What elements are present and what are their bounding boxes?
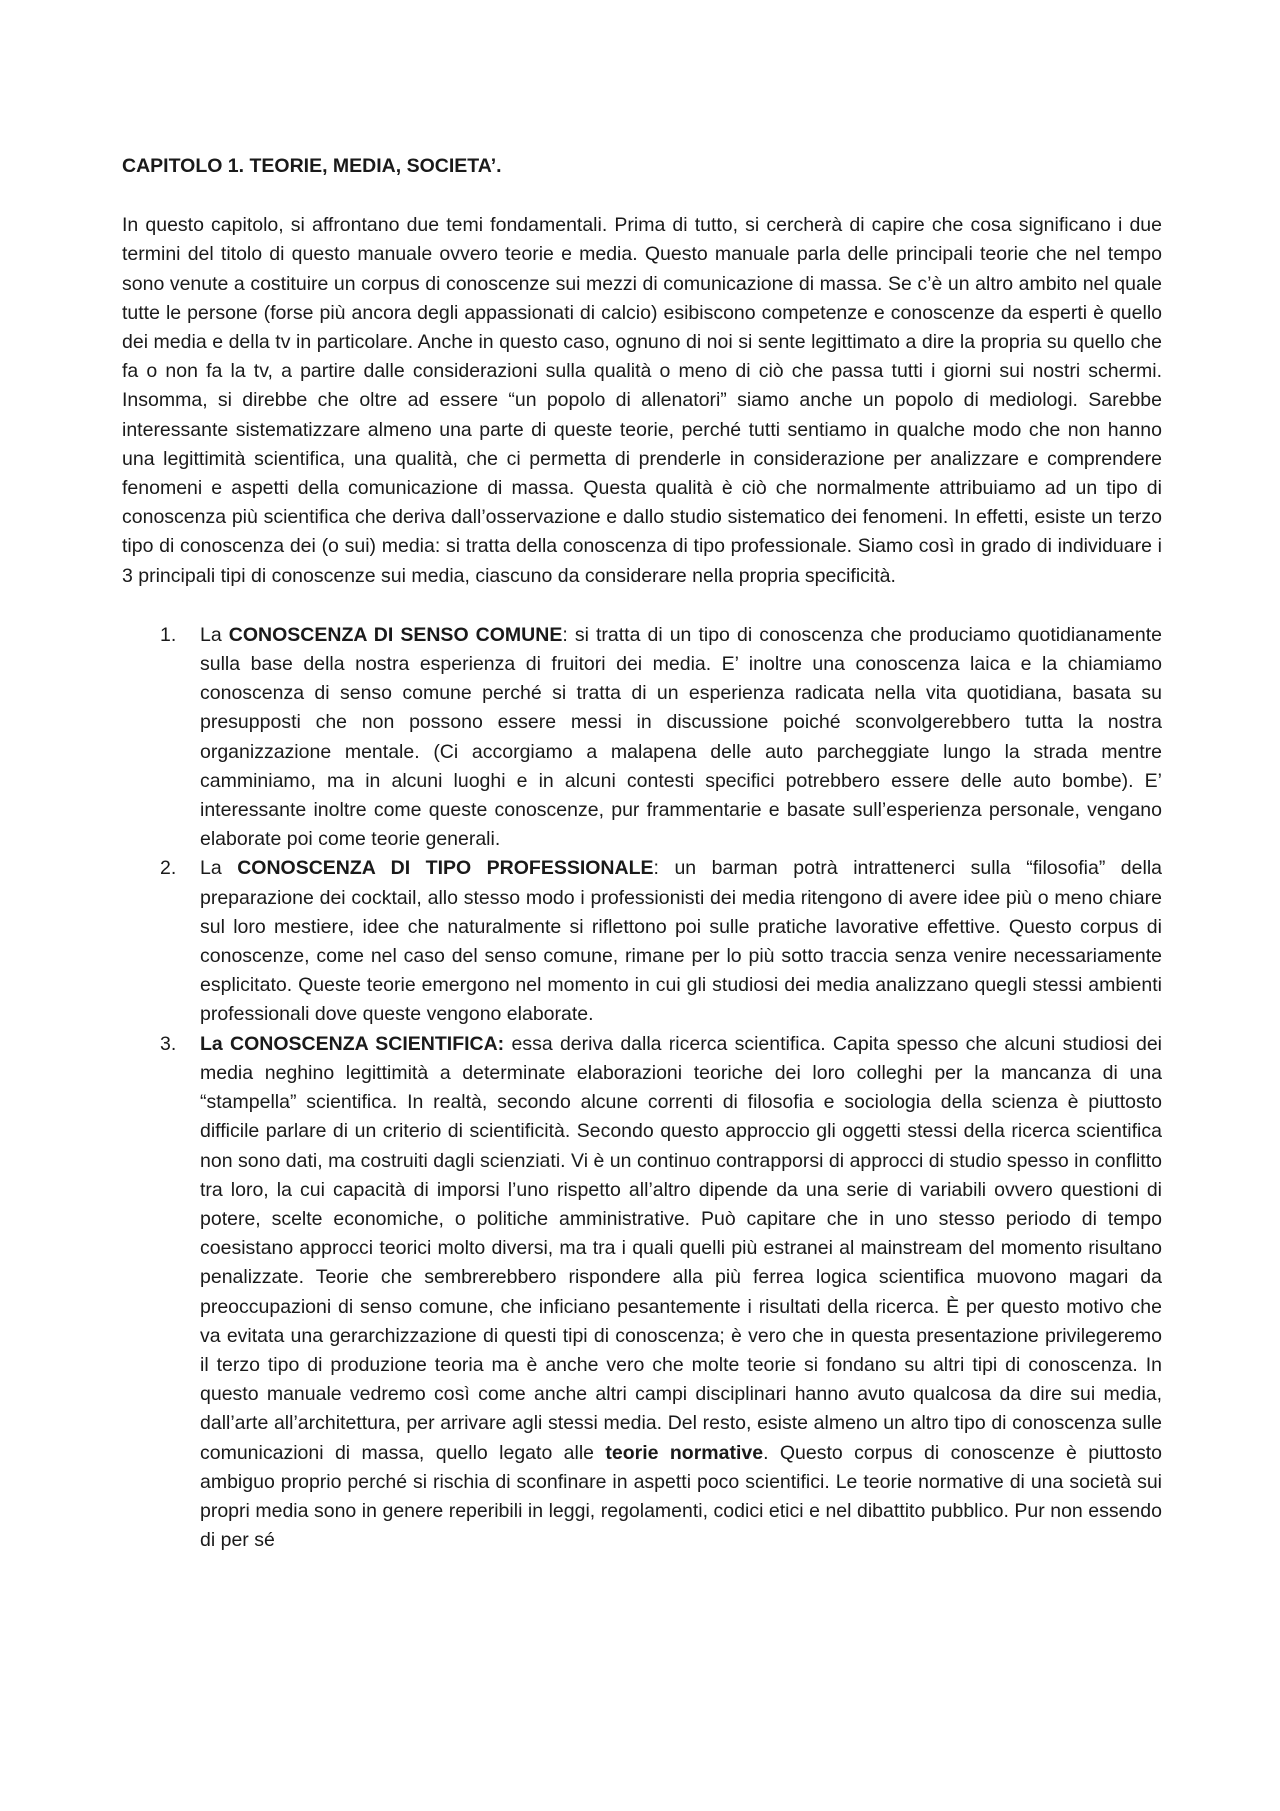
list-number: 2. <box>160 857 177 880</box>
item-inline-term: teorie normative <box>605 1441 764 1464</box>
item-text: essa deriva dalla ricerca scientifica. Capita spesso che alcuni studiosi dei media neghino legittimità a determinate elaborazioni teoriche dei loro colleghi per la mancanza di una “stampella” scientifica. In realtà, secondo alcune correnti di filosofia e sociologia della scienza è piuttosto difficile parlare di un criterio di scientificità. Secondo questo approccio gli oggetti stessi della ricerca scientifica non sono dati, ma costruiti dagli scienziati. Vi è un continuo contrapporsi di approcci di studio spesso in conflitto tra loro, la cui capacità di imporsi l’uno rispetto all’altro dipende da una serie di variabili ovvero questioni di potere, scelte economiche, o politiche amministrative. Può capitare che in uno stesso periodo di tempo coesistano approcci teorici molto diversi, ma tra i quali quelli più estranei al mainstream del momento risultano penalizzate. Teorie che sembrerebbero rispondere alla più ferrea logica scientifica muovono magari da preoccupazioni di senso comune, che inficiano pesantemente i risultati della ricerca. È per questo motivo che va evitata una gerarchizzazione di questi tipi di conoscenza; è vero che in questa presentazione privilegeremo il terzo tipo di produzione teoria ma è anche vero che molte teorie si fondano su altri tipi di conoscenza. In questo manuale vedremo così come anche altri campi disciplinari hanno avuto qualcosa da dire sui media, dall’arte all’architettura, per arrivare agli stessi media. Del resto, esiste almeno un altro tipo di conoscenza sulle comunicazioni di massa, quello legato alle <box>200 1032 1163 1464</box>
intro-paragraph: In questo capitolo, si affrontano due temi fondamentali. Prima di tutto, si cercherà di capire che cosa significano i due termini del titolo di questo manuale ovvero teorie e media. Questo manuale parla delle principali teorie che nel tempo sono venute a costituire un corpus di conoscenze sui mezzi di comunicazione di massa. Se c’è un altro ambito nel quale tutte le persone (forse più ancora degli appassionati di calcio) esibiscono competenze e conoscenze da esperti è quello dei media e della tv in particolare. Anche in questo caso, ognuno di noi si sente legittimato a dire la propria su quello che fa o non fa la tv, a partire dalle considerazioni sulla qualità o meno di ciò che passa tutti i giorni sui nostri schermi. Insomma, si direbbe che oltre ad essere “un popolo di allenatori” siamo anche un popolo di mediologi. Sarebbe interessante sistematizzare almeno una parte di queste teorie, perché tutti sentiamo in qualche modo che non hanno una legittimità scientifica, una qualità, che ci permetta di prenderle in considerazione per analizzare e comprendere fenomeni e aspetti della comunicazione di massa. Questa qualità è ciò che normalmente attribuiamo ad un tipo di conoscenza più scientifica che deriva dall’osservazione e dallo studio sistematico dei fenomeni. In effetti, esiste un terzo tipo di conoscenza dei (o sui) media: si tratta della conoscenza di tipo professionale. Siamo così in grado di individuare i 3 principali tipi di conoscenze sui media, ciascuno da considerare nella propria specificità. <box>122 214 1162 587</box>
knowledge-types-list <box>122 621 1162 1556</box>
item-term: CONOSCENZA DI SENSO COMUNE <box>228 623 563 646</box>
list-number: 3. <box>160 1032 177 1055</box>
item-prefix: La <box>200 857 238 880</box>
item-prefix: La <box>200 623 229 646</box>
list-number: 1. <box>160 623 177 646</box>
list-item-scientific <box>122 1030 1162 1556</box>
item-term: La CONOSCENZA SCIENTIFICA: <box>200 1032 505 1055</box>
list-item-professional <box>122 854 1162 1029</box>
document-page <box>122 152 1162 1555</box>
item-text-continued: . Questo corpus di conoscenze è piuttosto ambiguo proprio perché si rischia di sconfinare in aspetti poco scientifici. Le teorie normative di una società sui propri media sono in genere reperibili in leggi, regolamenti, codici etici e nel dibattito pubblico. Pur non essendo di per sé <box>200 1441 1163 1552</box>
item-text: : si tratta di un tipo di conoscenza che produciamo quotidianamente sulla base della nostra esperienza di fruitori dei media. E’ inoltre una conoscenza laica e la chiamiamo conoscenza di senso comune perché si tratta di un esperienza radicata nella vita quotidiana, basata su presupposti che non possono essere messi in discussione poiché sconvolgerebbero tutta la nostra organizzazione mentale. (Ci accorgiamo a malapena delle auto parcheggiate lungo la strada mentre camminiamo, ma in alcuni luoghi e in alcuni contesti specifici potrebbero essere delle auto bombe). E’ interessante inoltre come queste conoscenze, pur frammentarie e basate sull’esperienza personale, vengano elaborate poi come teorie generali. <box>200 623 1162 851</box>
item-text: : un barman potrà intrattenerci sulla “filosofia” della preparazione dei cocktail, allo stesso modo i professionisti dei media ritengono di avere idee più o meno chiare sul loro mestiere, idee che naturalmente si riflettono poi sulle pratiche lavorative effettive. Questo corpus di conoscenze, come nel caso del senso comune, rimane per lo più sotto traccia senza venire necessariamente esplicitato. Queste teorie emergono nel momento in cui gli studiosi dei media analizzano quegli stessi ambienti professionali dove queste vengono elaborate. <box>200 857 1163 1026</box>
list-item-common-sense <box>122 621 1162 855</box>
item-term: CONOSCENZA DI TIPO PROFESSIONALE <box>237 857 654 880</box>
chapter-title: CAPITOLO 1. TEORIE, MEDIA, SOCIETA’. <box>122 155 502 177</box>
